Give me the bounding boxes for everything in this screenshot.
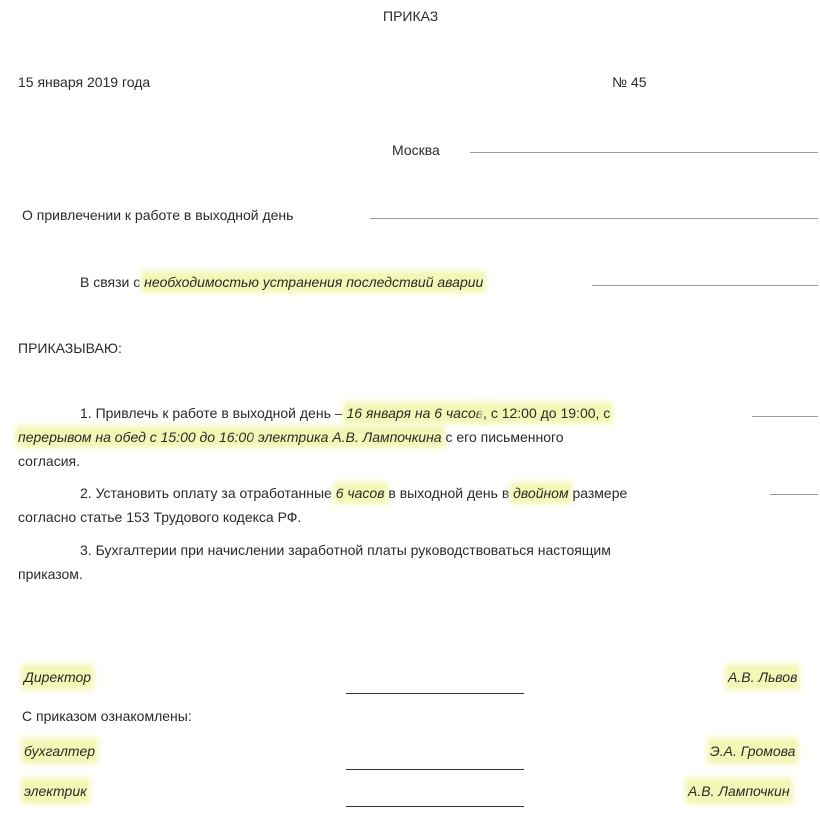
item1-employee: электрика А.В. Лампочкина	[257, 429, 442, 445]
doc-title: ПРИКАЗ	[383, 8, 439, 24]
item2-line2: согласно статье 153 Трудового кодекса РФ.	[18, 509, 302, 525]
director-signature-line	[346, 693, 524, 694]
reason-prefix: В связи с	[80, 274, 141, 290]
item1-time: , с 12:00 до 19:00, с	[483, 405, 611, 421]
accountant-signature-line	[346, 769, 524, 770]
item2-middle: в выходной день в	[388, 485, 510, 501]
order-number: № 45	[612, 74, 647, 90]
accountant-title: бухгалтер	[24, 743, 96, 759]
order-date: 15 января 2019 года	[18, 74, 151, 90]
electrician-title: электрик	[24, 783, 87, 799]
order-city: Москва	[392, 142, 440, 158]
accountant-name: Э.А. Громова	[710, 743, 796, 759]
reason-highlight: необходимостью устранения последствий аварии	[144, 274, 484, 290]
order-word: ПРИКАЗЫВАЮ:	[18, 340, 122, 356]
item1-break: перерывом на обед с 15:00 до 16:00	[18, 429, 254, 445]
item2-line1	[80, 483, 627, 503]
fill-line	[592, 285, 818, 286]
item2-rate: двойном	[513, 485, 569, 501]
item1-prefix: 1. Привлечь к работе в выходной день –	[80, 405, 343, 421]
director-name: А.В. Львов	[728, 669, 798, 685]
item2-prefix: 2. Установить оплату за отработанные	[80, 485, 332, 501]
item3-line1: 3. Бухгалтерии при начислении заработной платы руководствоваться настоящим	[80, 542, 611, 558]
item2-suffix: размере	[572, 485, 628, 501]
item1-line1	[80, 403, 610, 423]
electrician-signature-line	[346, 806, 524, 807]
acquainted-label: С приказом ознакомлены:	[22, 708, 192, 724]
fill-line	[770, 494, 818, 495]
fill-line	[370, 218, 818, 219]
item1-line2	[18, 427, 564, 447]
item1-dates: 16 января на 6 часов	[346, 405, 484, 421]
reason-line	[80, 272, 483, 292]
electrician-name: А.В. Лампочкин	[688, 783, 790, 799]
director-title: Директор	[24, 669, 92, 685]
item2-hours: 6 часов	[335, 485, 385, 501]
item1-line3: согласия.	[18, 453, 80, 469]
fill-line	[470, 152, 818, 153]
order-subject: О привлечении к работе в выходной день	[22, 207, 294, 223]
item1-suffix: с его письменного	[445, 429, 564, 445]
item3-line2: приказом.	[18, 566, 83, 582]
fill-line	[752, 416, 818, 417]
